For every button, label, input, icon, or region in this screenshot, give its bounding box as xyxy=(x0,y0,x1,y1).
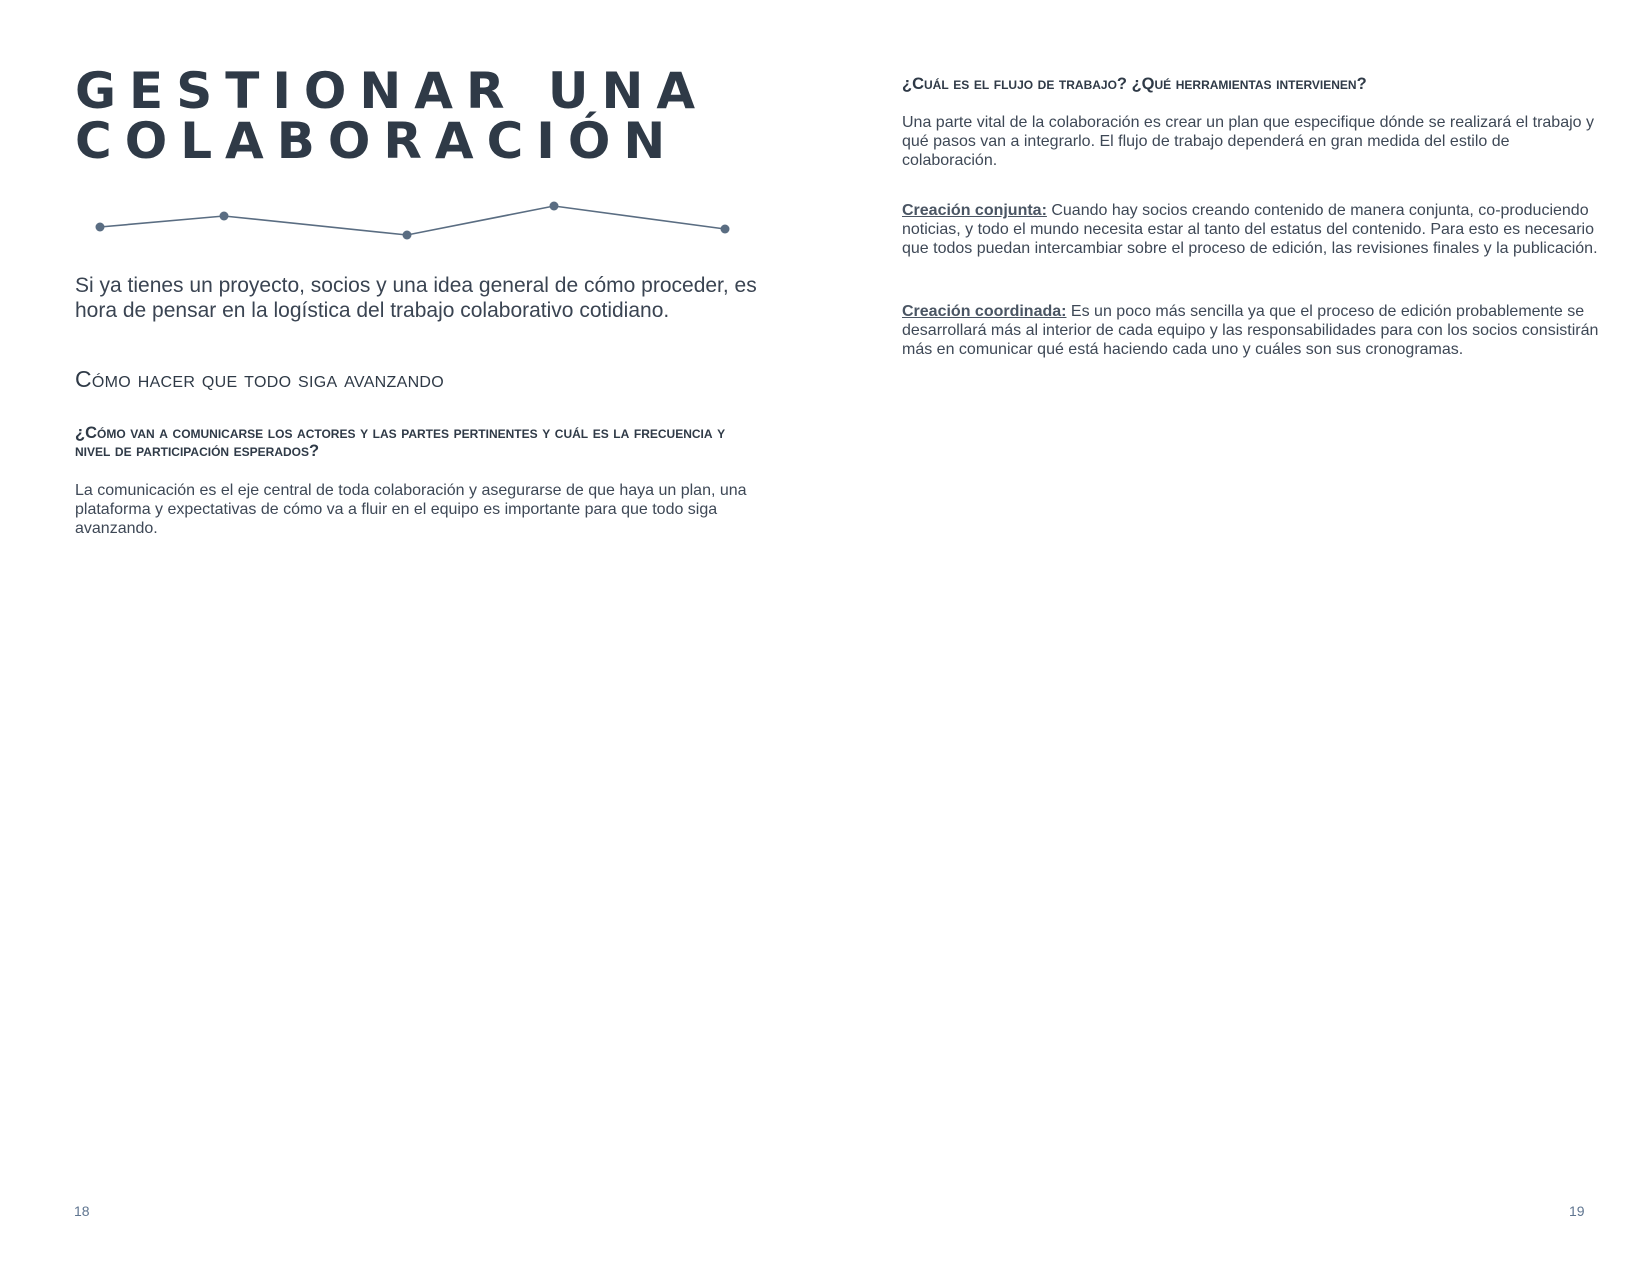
workflow-question: ¿Cuál es el flujo de trabajo? ¿Qué herramientas intervienen? xyxy=(902,75,1367,93)
right-page xyxy=(825,0,1650,1275)
title-line-1: GESTIONAR UNA xyxy=(75,62,709,120)
coordinated-creation-term: Creación coordinada: xyxy=(902,303,1067,320)
communication-question: ¿Cómo van a comunicarse los actores y las partes pertinentes y cuál es la frecuencia y nivel de participación esperados? xyxy=(75,424,726,460)
decorative-line-graphic xyxy=(88,195,738,245)
intro-paragraph: Si ya tienes un proyecto, socios y una idea general de cómo proceder, es hora de pensar en la logística del trabajo colaborativo cotidiano. xyxy=(75,274,757,322)
coordinated-creation-text: Es un poco más sencilla ya que el proceso de edición probablemente se desarrollará más al interior de cada equipo y las responsabilidades para con los socios consistirán más en comunicar qué está haciendo cada uno y cuáles son sus cronogramas. xyxy=(902,303,1599,358)
decorative-dot xyxy=(403,231,412,240)
decorative-dot xyxy=(220,212,229,221)
page-number-right: 19 xyxy=(1569,1203,1585,1219)
joint-creation-term: Creación conjunta: xyxy=(902,202,1047,219)
title-line-2: COLABORACIÓN xyxy=(75,112,679,170)
decorative-dot xyxy=(721,225,730,234)
joint-creation-paragraph xyxy=(902,201,1607,258)
communication-paragraph: La comunicación es el eje central de toda colaboración y asegurarse de que haya un plan, una plataforma y expectativas de cómo va a fluir en el equipo es importante para que todo siga avanzando. xyxy=(75,482,747,537)
joint-creation-text: Cuando hay socios creando contenido de manera conjunta, co-produciendo noticias, y todo el mundo necesita estar al tanto del estatus del contenido. Para esto es necesario que todos puedan intercambiar sobre el proceso de edición, las revisiones finales y la publicación. xyxy=(902,202,1598,257)
coordinated-creation-paragraph xyxy=(902,302,1607,359)
decorative-dot xyxy=(96,223,105,232)
decorative-polyline xyxy=(100,206,725,235)
page-title xyxy=(75,62,709,170)
workflow-paragraph: Una parte vital de la colaboración es crear un plan que especifique dónde se realizará el trabajo y qué pasos van a integrarlo. El flujo de trabajo dependerá en gran medida del estilo de colaboración. xyxy=(902,114,1594,169)
page-number-left: 18 xyxy=(74,1203,90,1219)
decorative-dot xyxy=(550,202,559,211)
section-heading: Cómo hacer que todo siga avanzando xyxy=(75,366,445,392)
